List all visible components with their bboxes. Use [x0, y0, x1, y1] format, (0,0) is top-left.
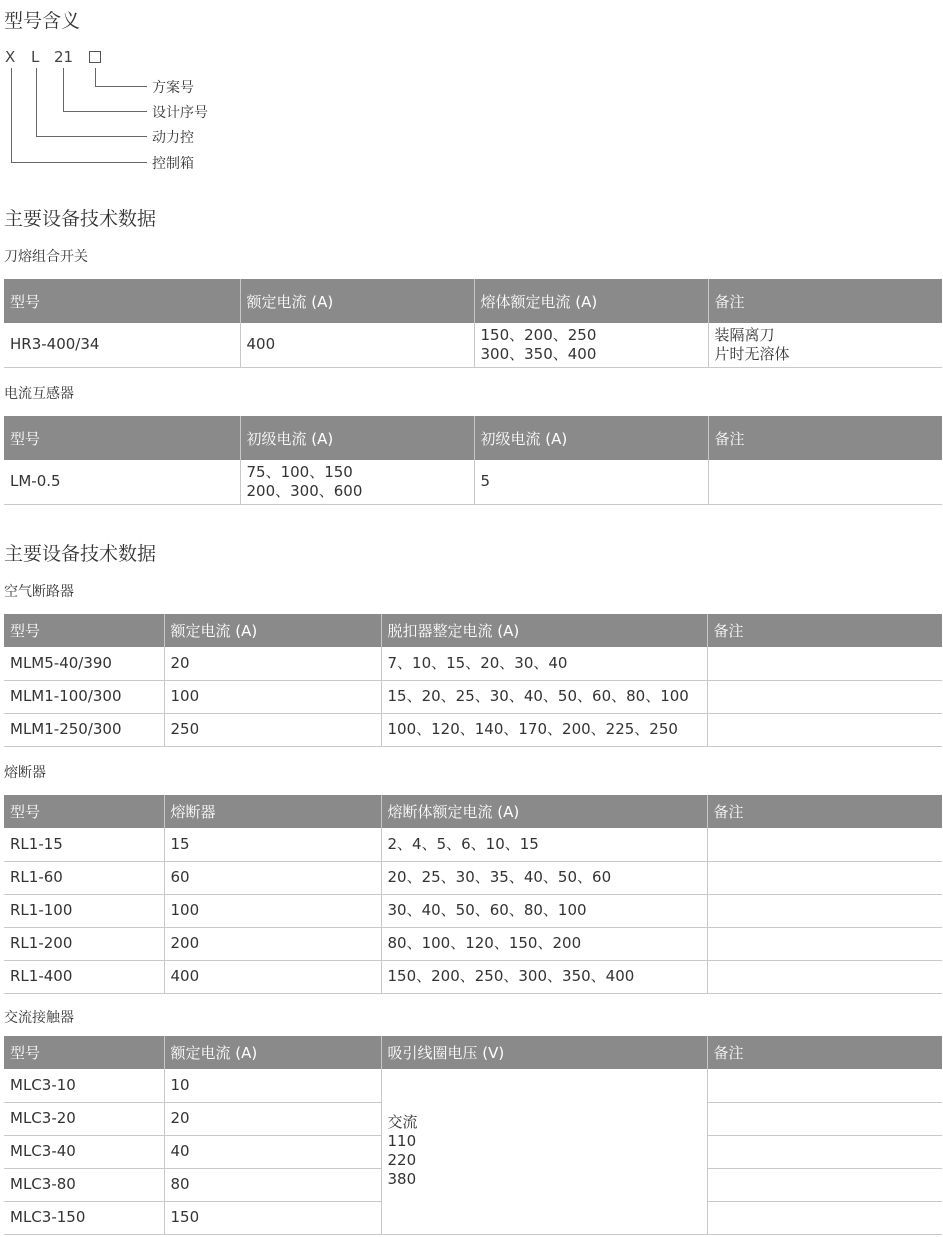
cell-fuse-link: 150、200、250、300、350、400 — [381, 960, 707, 993]
cell-coil-voltage — [381, 1069, 707, 1234]
cell-fuse: 200 — [164, 927, 381, 960]
cell-note — [707, 927, 942, 960]
cell-model: MLM1-250/300 — [4, 713, 164, 746]
ct-title: 电流互感器 — [4, 386, 74, 402]
cell-fuse: 400 — [164, 960, 381, 993]
cell-rated: 10 — [164, 1069, 381, 1102]
cell-note — [708, 460, 942, 504]
header-fuse-current: 熔体额定电流 (A) — [474, 279, 708, 323]
header-primary-current-2: 初级电流 (A) — [474, 416, 708, 460]
note-line-1: 装隔离刀 — [714, 325, 775, 344]
cell-note — [707, 861, 942, 894]
cell-fuse: 60 — [164, 861, 381, 894]
connector-line-l — [36, 68, 37, 136]
voltage-110: 110 — [387, 1132, 417, 1151]
cell-model: MLM1-100/300 — [4, 680, 164, 713]
fuse-line-1: 150、200、250 — [480, 325, 597, 344]
cell-note — [707, 713, 942, 746]
header-model: 型号 — [4, 795, 164, 828]
cell-note — [707, 1102, 942, 1135]
cell-trip: 7、10、15、20、30、40 — [381, 647, 707, 680]
cell-fuse: 100 — [164, 894, 381, 927]
cell-trip: 100、120、140、170、200、225、250 — [381, 713, 707, 746]
cell-model: RL1-60 — [4, 861, 164, 894]
cell-model: MLM5-40/390 — [4, 647, 164, 680]
cell-rated: 150 — [164, 1201, 381, 1234]
label-control-box: 控制箱 — [152, 156, 194, 172]
cell-note — [707, 1168, 942, 1201]
header-note: 备注 — [707, 795, 942, 828]
cell-note — [708, 323, 942, 367]
cell-model: LM-0.5 — [4, 460, 240, 504]
table-row — [4, 927, 942, 960]
table-row — [4, 460, 942, 504]
header-fuse-link-current: 熔断体额定电流 (A) — [381, 795, 707, 828]
cell-model: MLC3-80 — [4, 1168, 164, 1201]
cell-rated: 20 — [164, 647, 381, 680]
cell-secondary: 5 — [474, 460, 708, 504]
primary-line-2: 200、300、600 — [246, 481, 363, 500]
fuse-table — [4, 795, 942, 994]
label-design-serial: 设计序号 — [152, 105, 208, 121]
header-model: 型号 — [4, 279, 240, 323]
cell-model: MLC3-40 — [4, 1135, 164, 1168]
label-power-control: 动力控 — [152, 130, 194, 146]
note-line-2: 片时无溶体 — [714, 344, 790, 363]
table-header-row — [4, 279, 942, 323]
cell-model: MLC3-150 — [4, 1201, 164, 1234]
header-note: 备注 — [708, 279, 942, 323]
cell-model: RL1-400 — [4, 960, 164, 993]
contactor-title: 交流接触器 — [4, 1010, 74, 1026]
voltage-type: 交流 — [387, 1113, 418, 1132]
section1-title: 主要设备技术数据 — [4, 208, 157, 230]
header-rated-current: 额定电流 (A) — [164, 1036, 381, 1069]
voltage-220: 220 — [387, 1151, 417, 1170]
connector-h-3 — [36, 136, 147, 137]
header-coil-voltage: 吸引线圈电压 (V) — [381, 1036, 707, 1069]
header-rated-current: 额定电流 (A) — [164, 614, 381, 647]
cell-model: RL1-200 — [4, 927, 164, 960]
cell-primary — [240, 460, 474, 504]
cell-note — [707, 680, 942, 713]
breaker-table — [4, 614, 942, 747]
table-row — [4, 680, 942, 713]
table-header-row — [4, 795, 942, 828]
cell-model: HR3-400/34 — [4, 323, 240, 367]
table-row — [4, 1069, 942, 1102]
cell-model: RL1-15 — [4, 828, 164, 861]
cell-rated: 80 — [164, 1168, 381, 1201]
cell-note — [707, 1069, 942, 1102]
primary-line-1: 75、100、150 — [246, 462, 353, 481]
code-char-21: 21 — [54, 48, 74, 66]
breaker-title: 空气断路器 — [4, 584, 74, 600]
table-header-row — [4, 614, 942, 647]
cell-note — [707, 1135, 942, 1168]
header-primary-current: 初级电流 (A) — [240, 416, 474, 460]
ct-table — [4, 416, 942, 505]
knife-switch-title: 刀熔组合开关 — [4, 249, 88, 265]
header-trip-current: 脱扣器整定电流 (A) — [381, 614, 707, 647]
header-note: 备注 — [707, 614, 942, 647]
cell-rated: 400 — [240, 323, 474, 367]
cell-fuse: 15 — [164, 828, 381, 861]
code-placeholder-box — [89, 51, 101, 63]
connector-line-21 — [63, 68, 64, 111]
table-row — [4, 894, 942, 927]
cell-note — [707, 1201, 942, 1234]
table-row — [4, 713, 942, 746]
contactor-table — [4, 1036, 942, 1235]
cell-note — [707, 960, 942, 993]
cell-note — [707, 828, 942, 861]
cell-rated: 20 — [164, 1102, 381, 1135]
table-row — [4, 647, 942, 680]
cell-model: MLC3-20 — [4, 1102, 164, 1135]
cell-rated: 100 — [164, 680, 381, 713]
cell-note — [707, 894, 942, 927]
header-note: 备注 — [708, 416, 942, 460]
cell-fuse — [474, 323, 708, 367]
knife-switch-table — [4, 279, 942, 368]
connector-line-x — [11, 68, 12, 162]
cell-trip: 15、20、25、30、40、50、60、80、100 — [381, 680, 707, 713]
cell-rated: 250 — [164, 713, 381, 746]
meaning-title: 型号含义 — [4, 10, 81, 32]
section2-title: 主要设备技术数据 — [4, 543, 157, 565]
fuse-title: 熔断器 — [4, 765, 46, 781]
table-row — [4, 960, 942, 993]
header-model: 型号 — [4, 1036, 164, 1069]
cell-fuse-link: 80、100、120、150、200 — [381, 927, 707, 960]
connector-line-box — [95, 68, 96, 86]
cell-model: MLC3-10 — [4, 1069, 164, 1102]
voltage-380: 380 — [387, 1170, 417, 1189]
code-char-x: X — [5, 48, 16, 66]
cell-fuse-link: 30、40、50、60、80、100 — [381, 894, 707, 927]
cell-rated: 40 — [164, 1135, 381, 1168]
header-rated-current: 额定电流 (A) — [240, 279, 474, 323]
connector-h-4 — [11, 162, 147, 163]
table-header-row — [4, 416, 942, 460]
header-model: 型号 — [4, 416, 240, 460]
connector-h-2 — [63, 111, 147, 112]
code-char-l: L — [31, 48, 40, 66]
fuse-line-2: 300、350、400 — [480, 344, 597, 363]
table-row — [4, 861, 942, 894]
cell-model: RL1-100 — [4, 894, 164, 927]
table-header-row — [4, 1036, 942, 1069]
label-scheme: 方案号 — [152, 80, 194, 96]
cell-note — [707, 647, 942, 680]
connector-h-1 — [95, 86, 147, 87]
table-row — [4, 828, 942, 861]
header-note: 备注 — [707, 1036, 942, 1069]
cell-fuse-link: 2、4、5、6、10、15 — [381, 828, 707, 861]
cell-fuse-link: 20、25、30、35、40、50、60 — [381, 861, 707, 894]
header-fuse: 熔断器 — [164, 795, 381, 828]
table-row — [4, 323, 942, 367]
header-model: 型号 — [4, 614, 164, 647]
